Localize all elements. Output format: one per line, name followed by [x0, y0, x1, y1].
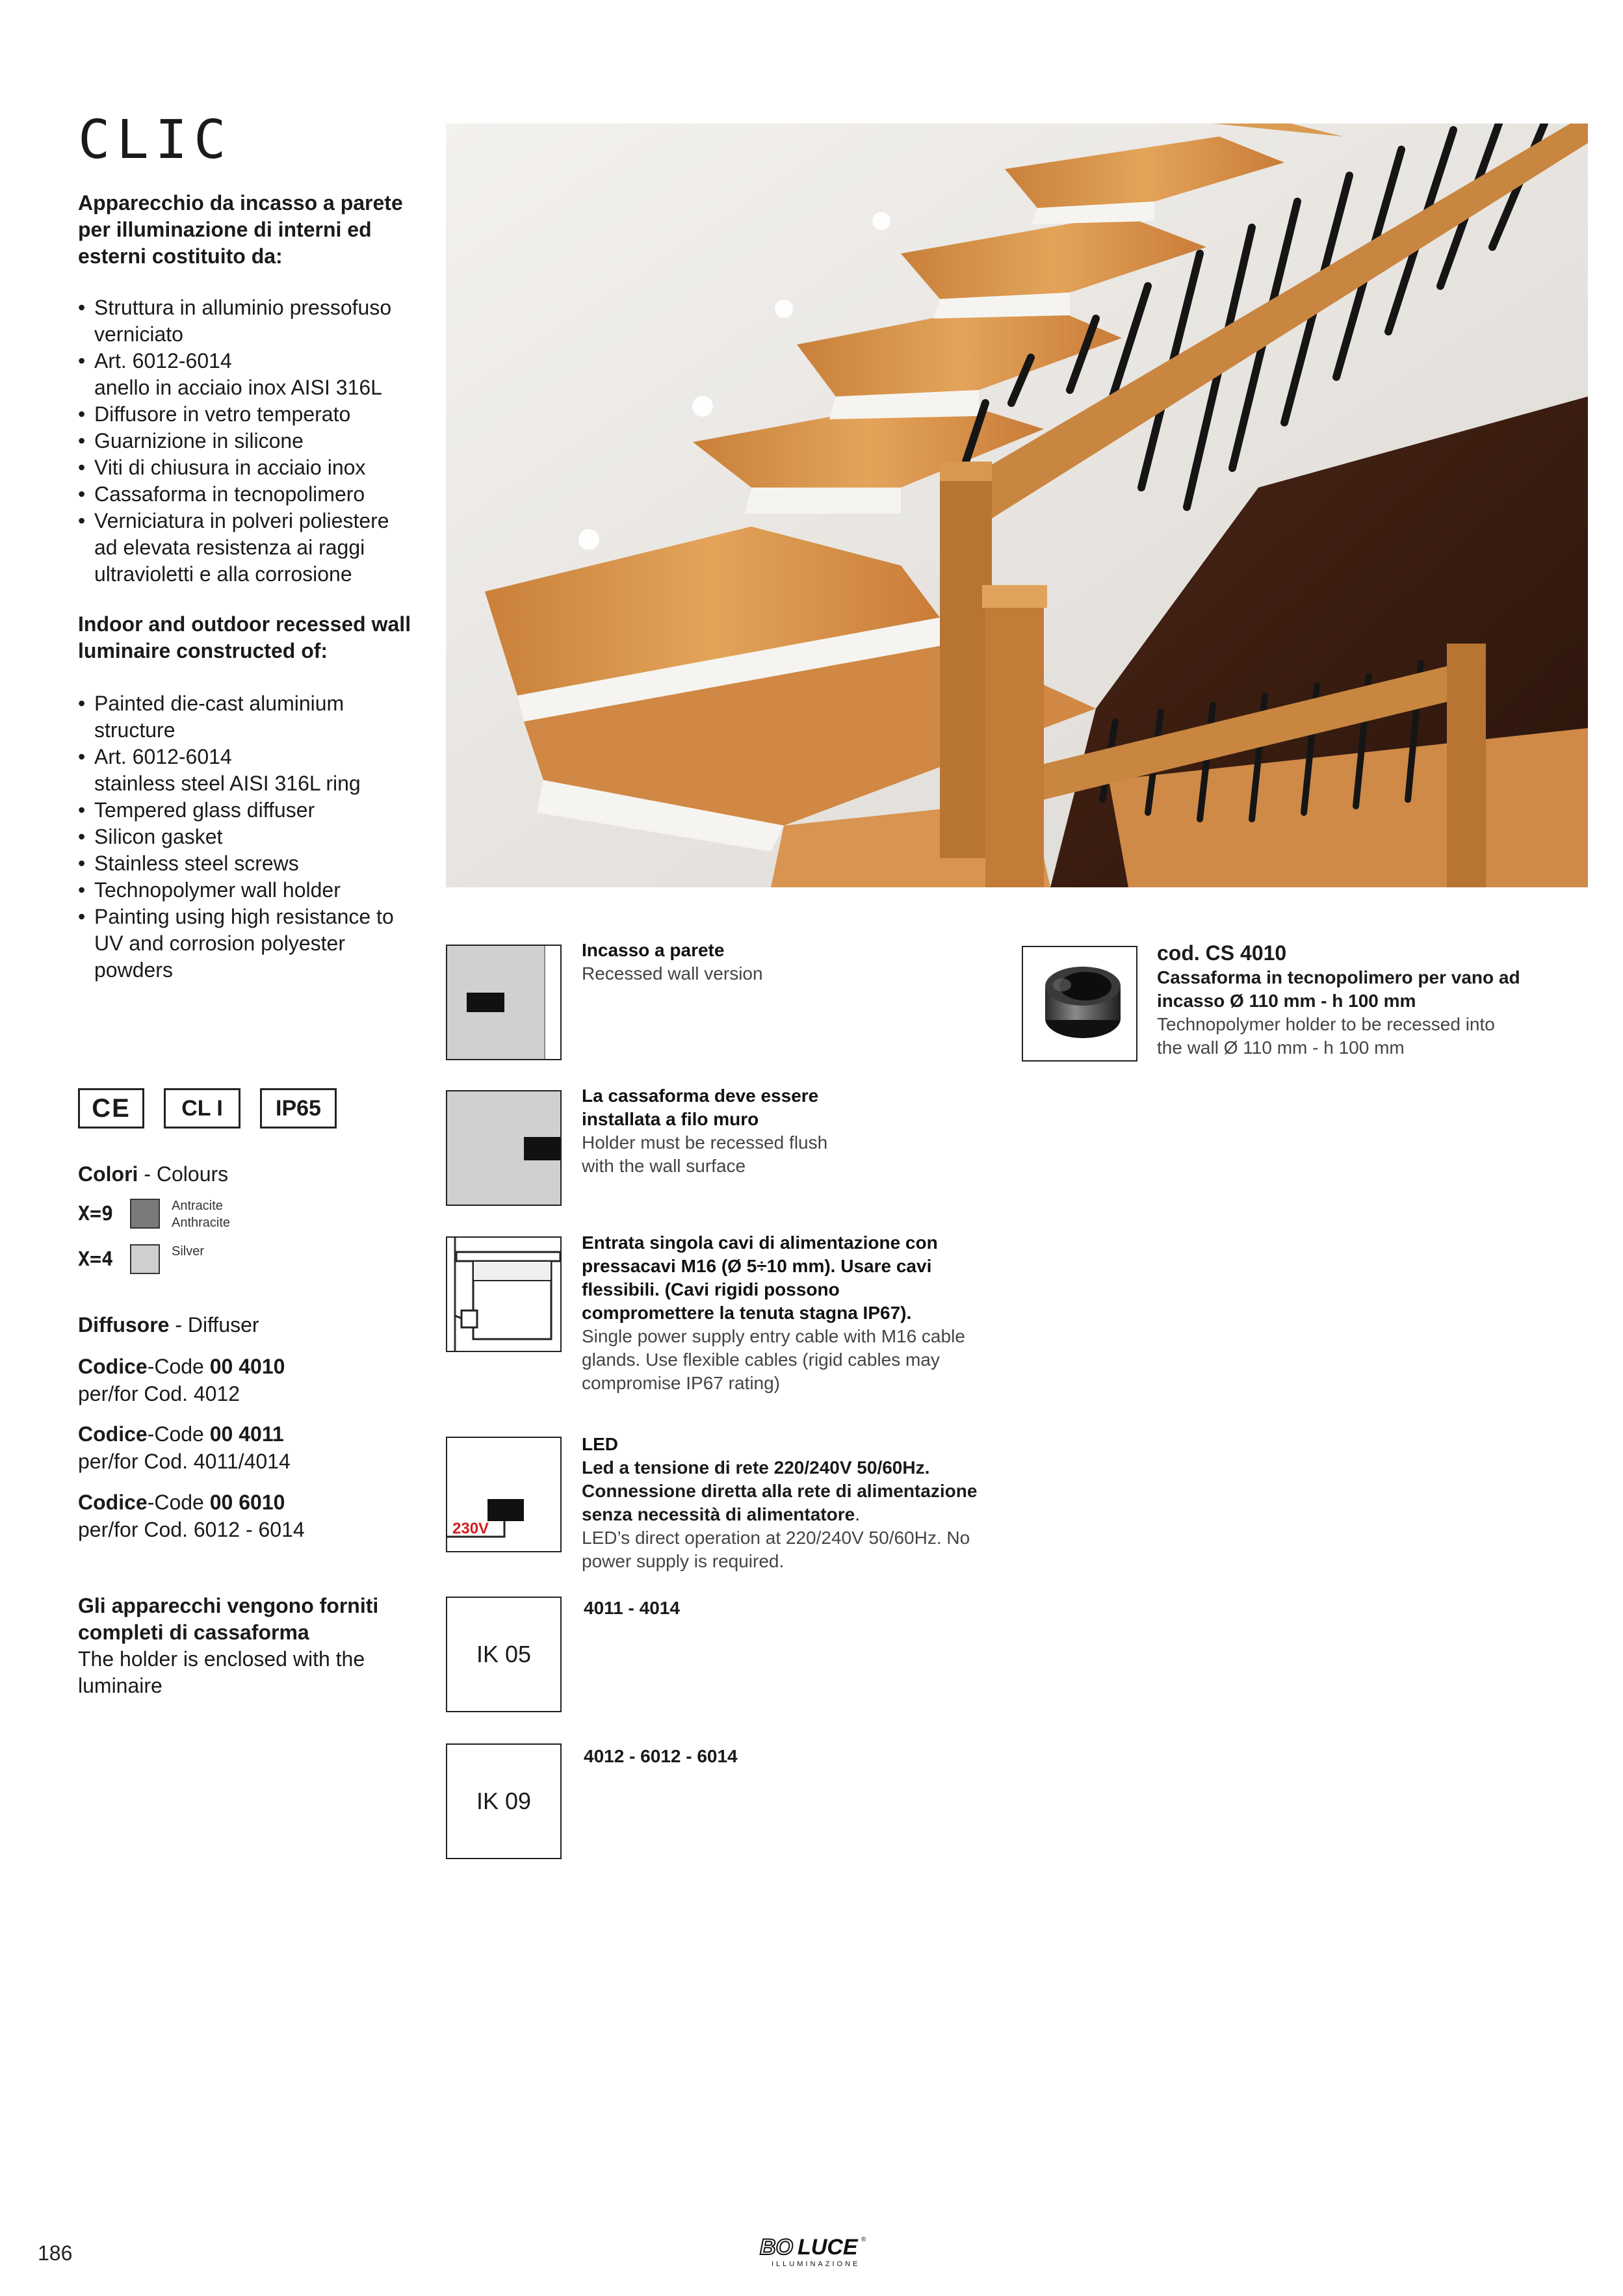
intro-heading-en: Indoor and outdoor recessed wall luminaire constructed of:	[78, 612, 411, 662]
led-description: LED Led a tensione di rete 220/240V 50/60Hz. Connessione diretta alla rete di alimentazione senza necessità di alimentatore. LED’s direct operation at 220/240V 50/60Hz. No power supply is required.	[582, 1434, 978, 1571]
anthracite-swatch	[130, 1199, 160, 1229]
brand-logo	[757, 2232, 868, 2271]
ik09-rating-box	[446, 1743, 562, 1859]
list-item: • Painted die-cast aluminium structure	[78, 690, 429, 744]
list-item: • Guarnizione in silicone	[78, 428, 429, 454]
list-item: • Verniciatura in polveri poliestere ad elevata resistenza ai raggi ultravioletti e alla corrosione	[78, 508, 429, 588]
recessed-wall-icon	[446, 945, 562, 1060]
colour-code: X=4	[78, 1247, 114, 1271]
diffuser-code: Codice-Code 00 6010 per/for Cod. 6012 - 6014	[78, 1491, 305, 1541]
list-item: • Art. 6012-6014 anello in acciaio inox AISI 316L	[78, 348, 429, 401]
holder-image	[1022, 946, 1137, 1062]
feature-list-en	[78, 690, 429, 984]
ik09-product-codes: 4012 - 6012 - 6014	[584, 1746, 738, 1766]
feature-list-it	[78, 294, 429, 588]
intro-heading-it: Apparecchio da incasso a parete per illuminazione di interni ed esterni costituito da:	[78, 191, 403, 268]
voltage-label: 230V	[452, 1520, 489, 1537]
flush-mount-icon	[446, 1090, 562, 1206]
ik09-label: IK 09	[476, 1788, 532, 1814]
cable-gland-icon	[446, 1236, 562, 1352]
holder-code: cod. CS 4010	[1157, 941, 1287, 965]
certification-badges	[78, 1088, 337, 1128]
list-item: • Silicon gasket	[78, 824, 429, 850]
diffuser-code: Codice-Code 00 4010 per/for Cod. 4012	[78, 1355, 285, 1405]
list-item: • Painting using high resistance to UV and corrosion polyester powders	[78, 904, 429, 984]
enclosed-note: Gli apparecchi vengono forniti completi di cassaforma The holder is enclosed with the luminaire	[78, 1594, 379, 1697]
flush-mount-description: La cassaforma deve essere installata a filo muro Holder must be recessed flush with the wall surface	[582, 1086, 828, 1176]
colour-swatch-row	[78, 1243, 204, 1275]
ik05-product-codes: 4011 - 4014	[584, 1598, 680, 1618]
list-item: • Diffusore in vetro temperato	[78, 401, 429, 428]
colour-code: X=9	[78, 1202, 114, 1225]
product-title: CLIC	[78, 109, 233, 171]
colour-name: Antracite Anthracite	[172, 1199, 231, 1230]
svg-text:BO: BO	[760, 2235, 793, 2260]
diffuser-code: Codice-Code 00 4011 per/for Cod. 4011/4014	[78, 1422, 291, 1473]
ik05-label: IK 05	[476, 1641, 532, 1667]
list-item: • Struttura in alluminio pressofuso verniciato	[78, 294, 429, 348]
svg-text:®: ®	[861, 2236, 866, 2243]
page-number: 186	[38, 2241, 73, 2265]
svg-text:ILLUMINAZIONE: ILLUMINAZIONE	[772, 2260, 861, 2268]
list-item: • Tempered glass diffuser	[78, 797, 429, 824]
colour-name: Silver	[172, 1244, 205, 1259]
staircase-photo	[446, 124, 1588, 887]
list-item: • Stainless steel screws	[78, 850, 429, 877]
recessed-wall-description: Incasso a parete Recessed wall version	[582, 940, 763, 984]
diffuser-heading: Diffusore - Diffuser	[78, 1313, 259, 1337]
mains-230v-icon	[446, 1437, 562, 1552]
ip-rating-badge: IP65	[260, 1088, 337, 1128]
list-item: • Cassaforma in tecnopolimero	[78, 481, 429, 508]
list-item: • Viti di chiusura in acciaio inox	[78, 454, 429, 481]
colour-swatch-row	[78, 1197, 230, 1230]
ik05-rating-box	[446, 1597, 562, 1712]
colours-heading: Colori - Colours	[78, 1162, 229, 1186]
cable-entry-description: Entrata singola cavi di alimentazione con pressacavi M16 (Ø 5÷10 mm). Usare cavi flessibili. (Cavi rigidi possono compromettere la tenuta stagna IP67). Single power supply entry cable with M16 cable glands. Use flexible cables (rigid cables may compromise IP67 rating)	[582, 1233, 965, 1393]
holder-description: cod. CS 4010 Cassaforma in tecnopolimero per vano ad incasso Ø 110 mm - h 100 mm Technopolymer holder to be recessed into the wall Ø 110 mm - h 100 mm	[1157, 941, 1520, 1058]
list-item: • Technopolymer wall holder	[78, 877, 429, 904]
class-badge: CL I	[164, 1088, 240, 1128]
svg-text:LUCE: LUCE	[798, 2235, 858, 2260]
ce-mark-badge: CE	[78, 1088, 144, 1128]
silver-swatch	[130, 1244, 160, 1274]
list-item: • Art. 6012-6014 stainless steel AISI 316L ring	[78, 744, 429, 797]
